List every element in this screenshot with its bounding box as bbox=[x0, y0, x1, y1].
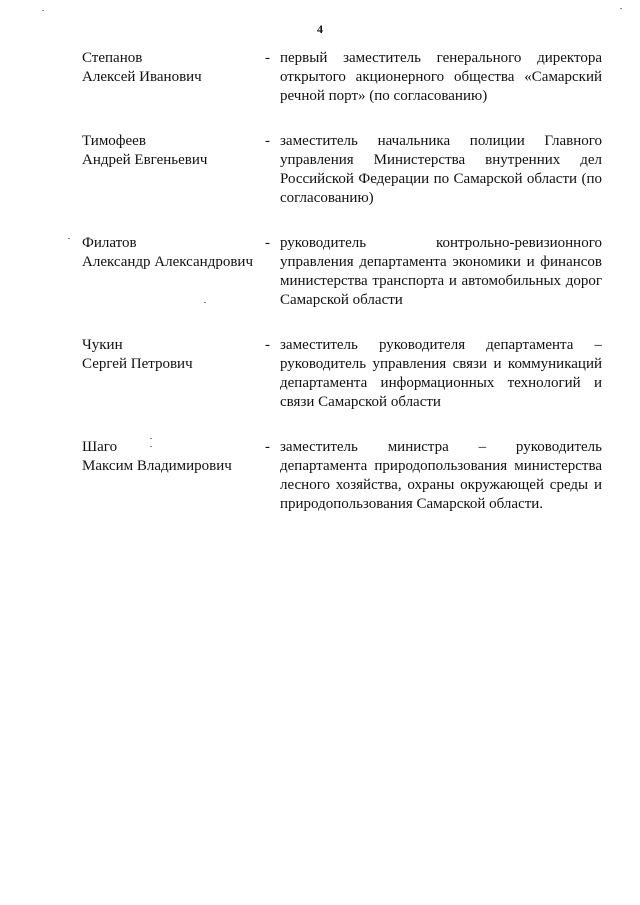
member-name bbox=[82, 438, 265, 514]
scan-speck bbox=[42, 10, 44, 11]
scan-speck bbox=[150, 446, 152, 447]
member-role: заместитель руководителя департамента – руководитель управления связи и коммуникаций департамента информационных технологий и связи Самарской области bbox=[280, 337, 602, 410]
list-item bbox=[82, 132, 602, 208]
page-number: 4 bbox=[317, 22, 323, 36]
scan-speck bbox=[204, 302, 206, 303]
separator-dash: - bbox=[265, 133, 270, 149]
member-role: заместитель министра – руководитель департамента природопользования министерства лесного хозяйства, охраны окружающей среды и природопользования Самарской области. bbox=[280, 439, 602, 512]
separator-dash: - bbox=[265, 235, 270, 251]
member-role: первый заместитель генерального директора открытого акционерного общества «Самарский речной порт» (по согласованию) bbox=[280, 50, 602, 104]
scan-speck bbox=[68, 238, 70, 239]
member-given-names: Александр Александрович bbox=[82, 254, 253, 270]
member-name bbox=[82, 49, 265, 106]
separator-dash: - bbox=[265, 337, 270, 353]
member-list bbox=[82, 49, 602, 540]
separator-dash: - bbox=[265, 439, 270, 455]
member-surname: Степанов bbox=[82, 50, 143, 66]
separator-dash: - bbox=[265, 50, 270, 66]
scan-speck bbox=[150, 438, 152, 439]
list-item bbox=[82, 234, 602, 310]
member-surname: Тимофеев bbox=[82, 133, 146, 149]
scan-speck bbox=[620, 8, 622, 9]
member-role: заместитель начальника полиции Главного управления Министерства внутренних дел Российской Федерации по Самарской области (по согласованию) bbox=[280, 133, 602, 206]
member-given-names: Максим Владимирович bbox=[82, 458, 232, 474]
member-surname: Шаго bbox=[82, 439, 118, 455]
list-item bbox=[82, 49, 602, 106]
list-item bbox=[82, 438, 602, 514]
member-surname: Филатов bbox=[82, 235, 137, 251]
member-given-names: Сергей Петрович bbox=[82, 356, 193, 372]
member-role: руководитель контрольно-ревизионного управления департамента экономики и финансов министерства транспорта и автомобильных дорог Самарской области bbox=[280, 235, 602, 308]
member-name bbox=[82, 234, 265, 310]
member-given-names: Андрей Евгеньевич bbox=[82, 152, 208, 168]
member-given-names: Алексей Иванович bbox=[82, 69, 202, 85]
list-item bbox=[82, 336, 602, 412]
member-surname: Чукин bbox=[82, 337, 123, 353]
member-name bbox=[82, 336, 265, 412]
member-name bbox=[82, 132, 265, 208]
